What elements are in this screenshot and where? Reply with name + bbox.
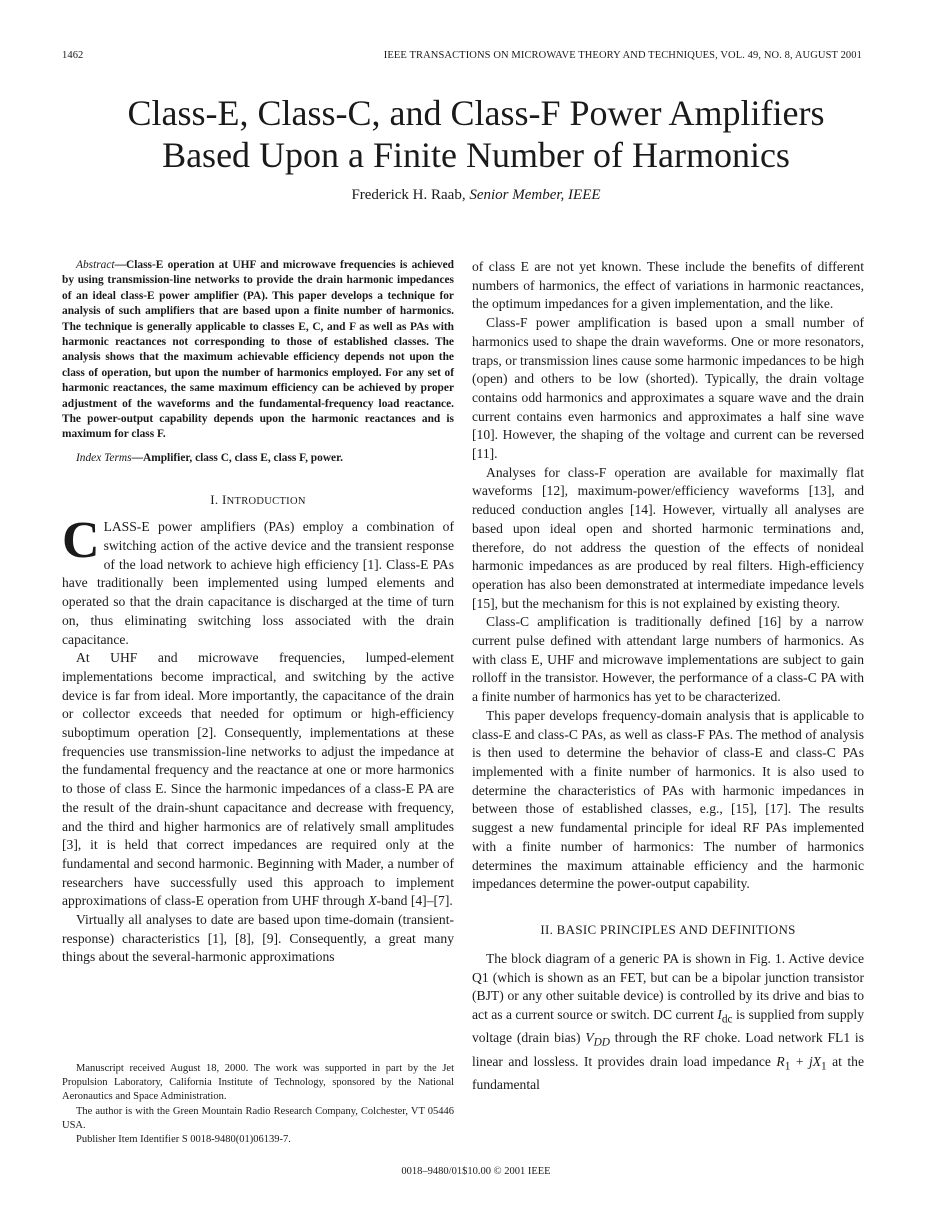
right-column bbox=[472, 258, 864, 1095]
footnotes bbox=[62, 1062, 454, 1147]
drop-cap: C bbox=[62, 512, 100, 570]
author-name: Frederick H. Raab bbox=[351, 187, 462, 203]
right-paragraph-2: Analyses for class-F operation are available for maximally flat waveforms [12], maximum-power/efficiency waveforms [13], and reduced conduction angles [14]. However, virtually all analyses are based upon ideal open and shorted harmonic terminations and, therefore, do not address the question of the effects of nonideal harmonic impedances as are produced by real filters. High-efficiency operation has also been demonstrated at intermediate impedance levels [15], but the mechanism for this is not explained by existing theory. bbox=[472, 464, 864, 611]
intro-paragraph-3: Virtually all analyses to date are based upon time-domain (transient-response) characteristics [1], [8], [9]. Consequently, a great many things about the several-harmonic approximations bbox=[62, 912, 454, 965]
index-terms-label: Index Terms bbox=[76, 451, 132, 464]
running-header bbox=[62, 50, 862, 61]
footnote-manuscript: Manuscript received August 18, 2000. The work was supported in part by the Jet Propulsion Laboratory, California Institute of Technology, sponsored by the National Aeronautics and Space Administration. bbox=[62, 1063, 454, 1103]
right-paragraph-3: Class-C amplification is traditionally defined [16] by a narrow current pulse defined with attendant large numbers of harmonics. As with class E, UHF and microwave implementations are subject to gain rolloff in the transistor. However, the performance of a class-C PA with a finite number of harmonics has yet to be characterized. bbox=[472, 614, 864, 705]
intro-paragraph-1: CLASS-E power amplifiers (PAs) employ a combination of switching action of the active device and the transient response of the load network to achieve high efficiency [1]. Class-E PAs have traditionally been implemented using lumped elements and operated so that the drain capacitance is discharged at the time of turn on, thus eliminating switching loss associated with the drain capacitance. bbox=[62, 512, 454, 647]
copyright-footer: 0018–9480/01$10.00 © 2001 IEEE bbox=[401, 1166, 551, 1177]
abstract-label: Abstract bbox=[76, 259, 115, 271]
author-affiliation: , Senior Member, IEEE bbox=[461, 187, 601, 203]
section-heading-introduction: I. INTRODUCTION bbox=[210, 492, 306, 508]
left-column bbox=[62, 258, 454, 967]
index-terms-text: —Amplifier, class C, class E, class F, power. bbox=[131, 451, 343, 464]
section-heading-basic-principles: II. BASIC PRINCIPLES AND DEFINITIONS bbox=[540, 921, 796, 937]
intro-paragraph-2: At UHF and microwave frequencies, lumped-element implementations become impractical, and switching by the active device is far from ideal. More importantly, the capacitance of the drain or collector exceeds that needed for optimum or high-efficiency suboptimum operation [2]. Consequently, implementations at these frequencies use transmission-line networks to adjust the impedance at the fundamental frequency and the reactance at one or more harmonics to those of class E. Since the harmonic impedances of a class-E PA are the result of the drain-shunt capacitance and decrease with frequency, and the third and higher harmonics are of relatively small amplitudes [3], it is held that correct impedances are required only at the fundamental and second harmonic. Beginning with Mader, a number of researchers have successfully used this approach to implement approximations of class-E operation from UHF through X-band [4]–[7]. bbox=[62, 650, 454, 909]
abstract-text: —Class-E operation at UHF and microwave frequencies is achieved by using transmission-line networks to provide the drain harmonic impedances of an ideal class-E power amplifier (PA). This paper develops a technique for analysis of such amplifiers that are based upon a finite number of harmonics. The technique is generally applicable to classes E, C, and F as well as PAs with harmonic reactances not corresponding to those of established classes. The analysis shows that the maximum achievable efficiency depends not upon the class of operation, but upon the number of harmonics employed. For any set of harmonic reactances, the same maximum efficiency can be achieved by proper adjustment of the waveforms and the fundamental-frequency load reactance. The power-output capability depends upon the harmonic reactances and is maximum for class F. bbox=[62, 259, 454, 441]
page-number: 1462 bbox=[62, 50, 84, 61]
author-line bbox=[0, 187, 952, 204]
right-paragraph-0: of class E are not yet known. These include the benefits of different numbers of harmonics, the effect of variations in harmonic reactances, the optimum impedances for a given implementation, and the like. bbox=[472, 259, 864, 312]
journal-citation: IEEE TRANSACTIONS ON MICROWAVE THEORY AND TECHNIQUES, VOL. 49, NO. 8, AUGUST 2001 bbox=[383, 50, 862, 61]
title-line-1: Class-E, Class-C, and Class-F Power Amplifiers bbox=[127, 93, 825, 133]
right-paragraph-1: Class-F power amplification is based upon a small number of harmonics used to shape the drain waveforms. One or more resonators, traps, or transmission lines cause some harmonic impedances to be high (open) and others to be low (shorted). Typically, the drain voltage contains odd harmonics and approximates a square wave and the drain current contains even harmonics and approximates a half sine wave [10]. However, the shaping of the voltage and current can be reversed [11]. bbox=[472, 315, 864, 462]
footnote-publisher-id: Publisher Item Identifier S 0018-9480(01)06139-7. bbox=[76, 1134, 291, 1146]
paper-title bbox=[0, 92, 952, 176]
right-paragraph-4: This paper develops frequency-domain analysis that is applicable to class-E and class-C PAs, as well as class-F PAs. The method of analysis is then used to determine the behavior of class-E and class-C PAs implemented with a finite number of harmonics. It is also used to determine the characteristics of PAs with harmonic impedances in between those of established classes, e.g., [15], [17]. The results suggest a new fundamental principle for ideal RF PAs implemented with a finite number of harmonics: The number of harmonics determines the maximum attainable efficiency and the harmonic impedances determine the power-output capability. bbox=[472, 707, 864, 892]
footnote-author: The author is with the Green Mountain Radio Research Company, Colchester, VT 05446 USA. bbox=[62, 1105, 454, 1131]
basic-paragraph-1: The block diagram of a generic PA is shown in Fig. 1. Active device Q1 (which is shown as an FET, but can be a bipolar junction transistor (BJT) or any other suitable device) is controlled by its drive and bias to act as a current source or switch. DC current $I_{dc}$ is supplied from supply voltage (drain bias) $V_{DD}$ through the RF choke. Load network FL1 is linear and lossless. It provides drain load impedance $R_1 + jX_1$ at the fundamental bbox=[472, 950, 865, 1093]
index-terms bbox=[62, 451, 454, 466]
abstract bbox=[62, 258, 454, 443]
title-line-2: Based Upon a Finite Number of Harmonics bbox=[162, 135, 790, 175]
